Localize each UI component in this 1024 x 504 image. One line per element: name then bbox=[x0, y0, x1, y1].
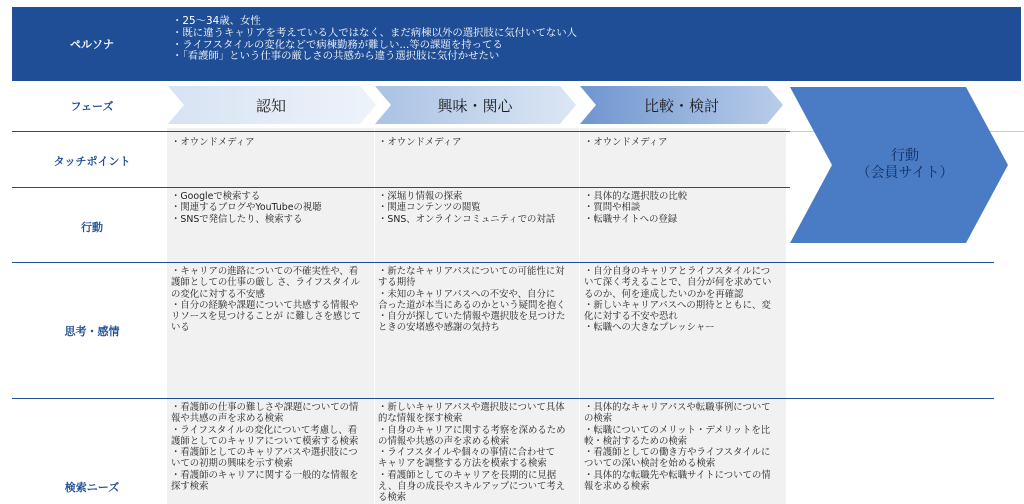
action-cell-awareness bbox=[171, 191, 371, 225]
row-label-phase: フェーズ bbox=[70, 100, 114, 113]
cell-line: ・自分の経験や課題について共感する情報や bbox=[171, 299, 359, 311]
cell-line: いる bbox=[171, 322, 190, 334]
cell-line: ・深堀り情報の探索 bbox=[378, 191, 463, 202]
action-cell-interest bbox=[378, 191, 578, 225]
cell-line: 護師としての仕事の厳し さ、ライフスタイル bbox=[171, 277, 360, 289]
emotion-cell-awareness bbox=[171, 266, 371, 334]
cell-line: ・ライフスタイルや個々の事情に合わせて bbox=[378, 447, 555, 459]
row-label-action: 行動 bbox=[81, 221, 103, 234]
action-cell-comparison bbox=[584, 191, 784, 225]
row-label-emotion: 思考・感情 bbox=[64, 325, 120, 338]
cell-line: 報を求める検索 bbox=[584, 481, 650, 493]
cell-line: リソースを見つけることが に難しさを感じて bbox=[171, 311, 362, 323]
phase-label-awareness: 認知 bbox=[255, 96, 286, 115]
cell-line: ・看護師のキャリアに関する一般的な情報を bbox=[171, 469, 359, 481]
cell-line: ・新しいキャリアパスへの期待とともに、変 bbox=[584, 299, 771, 311]
cell-line: ・質問や相談 bbox=[584, 202, 641, 214]
cell-line: ・SNS、オンラインコミュニティでの対話 bbox=[378, 213, 556, 225]
persona-line: ・25〜34歳、女性 bbox=[172, 15, 261, 27]
persona-line: ・ライフスタイルの変化などで病棟勤務が難しい...等の課題を持ってる bbox=[172, 38, 503, 51]
cell-line: ・転職サイトへの登録 bbox=[584, 213, 678, 225]
final-phase-line: （会員サイト） bbox=[856, 165, 954, 181]
needs-cell-awareness bbox=[171, 402, 371, 492]
cell-line: ・具体的な選択肢の比較 bbox=[584, 191, 688, 202]
cell-line: の変化に対する不安感 bbox=[171, 288, 265, 300]
emotion-cell-interest bbox=[378, 266, 578, 334]
touchpoint-cell-awareness bbox=[171, 137, 371, 148]
cell-line: ・SNSで発信したり、検索する bbox=[171, 213, 303, 225]
cell-line: ・オウンドメディア bbox=[584, 137, 668, 148]
cell-line: ・自分自身のキャリアとライフスタイルにつ bbox=[584, 266, 771, 277]
cell-line: いて深く考えることで、自分が何を求めてい bbox=[584, 277, 772, 289]
cell-line: ・自分が探していた情報や選択肢を見つけた bbox=[378, 311, 566, 323]
emotion-cell-comparison bbox=[584, 266, 784, 334]
cell-line: ・看護師としてのキャリアを長期的に見据 bbox=[378, 469, 557, 481]
touchpoint-cell-interest bbox=[378, 137, 578, 148]
cell-line: ・転職への大きなプレッシャー bbox=[584, 322, 715, 334]
cell-line: ・新たなキャリアパスについての可能性に対 bbox=[378, 266, 565, 277]
touchpoint-cell-comparison bbox=[584, 137, 784, 148]
cell-line: る検索 bbox=[378, 492, 407, 504]
needs-cell-interest bbox=[378, 402, 578, 504]
cell-line: ・具体的な転職先や転職サイトについての情 bbox=[584, 469, 771, 481]
cell-line: 較・検討するための検索 bbox=[584, 435, 688, 447]
cell-line: いての初期の興味を示す検索 bbox=[171, 458, 293, 470]
cell-line: ・看護師としてのキャリアパスや選択肢につ bbox=[171, 447, 358, 459]
cell-line: 護師としてのキャリアについて模索する検索 bbox=[171, 435, 359, 447]
needs-cell-comparison bbox=[584, 402, 784, 492]
cell-line: ついての深い検討を始める検索 bbox=[584, 458, 716, 470]
cell-line: ときの安堵感や感謝の気持ち bbox=[378, 322, 500, 334]
cell-line: 探す検索 bbox=[171, 481, 209, 493]
persona-line: ・「看護師」という仕事の厳しさの共感から違う選択肢に気付かせたい bbox=[172, 50, 500, 63]
row-label-touchpoint: タッチポイント bbox=[53, 155, 131, 168]
cell-line: るのか、何を達成したいのかを再確認 bbox=[584, 288, 744, 300]
cell-line: ・看護師としての働き方やライフスタイルに bbox=[584, 447, 771, 459]
final-phase-label bbox=[840, 148, 970, 182]
persona-label: ペルソナ bbox=[70, 38, 114, 51]
cell-line: 的な情報を探す検索 bbox=[378, 413, 463, 425]
cell-line: え、自身の成長やスキルアップについて考え bbox=[378, 481, 566, 493]
cell-line: ・関連コンテンツの閲覧 bbox=[378, 202, 481, 214]
final-phase-line: 行動 bbox=[891, 148, 919, 164]
phase-label-interest: 興味・関心 bbox=[437, 96, 513, 115]
cell-line: キャリアを調整する方法を模索する検索 bbox=[378, 458, 547, 470]
cell-line: ・自身のキャリアに関する考察を深めるため bbox=[378, 424, 566, 436]
cell-line: の情報や共感の声を求める検索 bbox=[378, 435, 510, 447]
cell-line: ・オウンドメディア bbox=[378, 137, 462, 148]
cell-line: ・未知のキャリアパスへの不安や、自分に bbox=[378, 288, 556, 300]
row-label-needs: 検索ニーズ bbox=[64, 481, 120, 494]
cell-line: ・新しいキャリアパスや選択肢について具体 bbox=[378, 402, 565, 413]
cell-line: の検索 bbox=[584, 413, 613, 425]
cell-line: ・キャリアの進路についての不確実性や、看 bbox=[171, 266, 359, 277]
phase-label-comparison: 比較・検討 bbox=[643, 96, 719, 115]
cell-line: 報や共感の声を求める検索 bbox=[171, 413, 284, 425]
cell-line: する期待 bbox=[378, 277, 416, 289]
cell-line: ・オウンドメディア bbox=[171, 137, 255, 148]
cell-line: ・転職についてのメリット・デメリットを比 bbox=[584, 424, 771, 436]
persona-line: ・既に違うキャリアを考えている人ではなく、まだ病棟以外の選択肢に気付いてない人 bbox=[172, 26, 578, 39]
cell-line: ・具体的なキャリアパスや転職事例について bbox=[584, 402, 771, 413]
cell-line: ・看護師の仕事の難しさや課題についての情 bbox=[171, 402, 359, 413]
cell-line: ・Googleで検索する bbox=[171, 191, 261, 202]
cell-line: ・ライフスタイルの変化について考慮し、看 bbox=[171, 424, 358, 436]
cell-line: ・関連するブログやYouTubeの視聴 bbox=[171, 202, 322, 214]
cell-line: 合った道が本当にあるのかという疑問を抱く bbox=[378, 299, 566, 311]
cell-line: 化に対する不安や恐れ bbox=[584, 311, 678, 323]
